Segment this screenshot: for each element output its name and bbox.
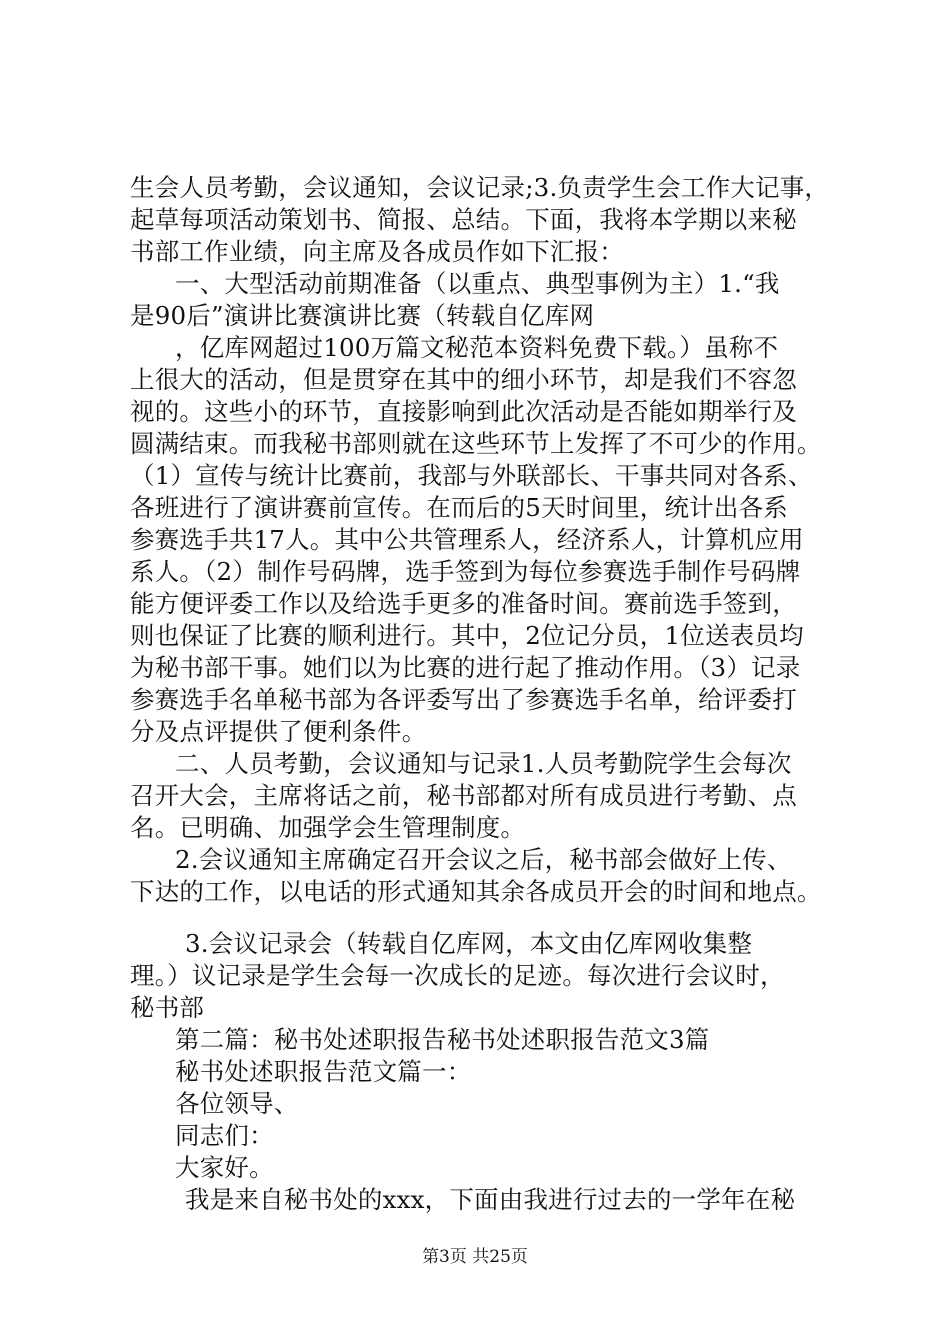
text-line: 上很大的活动，但是贯穿在其中的细小环节，却是我们不容忽 bbox=[130, 365, 797, 394]
text-line: 秘书处述职报告范文篇一： bbox=[175, 1057, 472, 1086]
text-line: 起草每项活动策划书、简报、总结。下面，我将本学期以来秘 bbox=[130, 205, 797, 234]
text-line: 2.会议通知主席确定召开会议之后，秘书部会做好上传、 bbox=[175, 845, 792, 874]
text-line: 书部工作业绩，向主席及各成员作如下汇报： bbox=[130, 237, 624, 266]
text-line: 一、大型活动前期准备（以重点、典型事例为主）1.“我 bbox=[175, 269, 780, 298]
text-line: 为秘书部干事。她们以为比赛的进行起了推动作用。（3）记录 bbox=[130, 653, 801, 682]
text-line: 二、人员考勤，会议通知与记录1.人员考勤院学生会每次 bbox=[175, 749, 792, 778]
section-heading: 第二篇：秘书处述职报告秘书处述职报告范文3篇 bbox=[175, 1025, 710, 1054]
text-line: ，亿库网超过100万篇文秘范本资料免费下载。）虽称不 bbox=[175, 333, 779, 362]
text-line: 视的。这些小的环节，直接影响到此次活动是否能如期举行及 bbox=[130, 397, 797, 426]
text-line: 参赛选手名单秘书部为各评委写出了参赛选手名单，给评委打 bbox=[130, 685, 797, 714]
text-line: 大家好。 bbox=[175, 1153, 274, 1182]
text-line: 名。已明确、加强学会生管理制度。 bbox=[130, 813, 526, 842]
page-number: 第3页 共25页 bbox=[422, 1247, 528, 1267]
text-line: 能方便评委工作以及给选手更多的准备时间。赛前选手签到， bbox=[130, 589, 797, 618]
text-line: 生会人员考勤，会议通知，会议记录;3.负责学生会工作大记事， bbox=[130, 173, 830, 202]
text-line: 各班进行了演讲赛前宣传。在而后的5天时间里，统计出各系 bbox=[130, 493, 788, 522]
text-line: 我是来自秘书处的xxx，下面由我进行过去的一学年在秘 bbox=[185, 1185, 796, 1214]
text-line: 同志们： bbox=[175, 1121, 274, 1150]
text-line: 下达的工作，以电话的形式通知其余各成员开会的时间和地点。 bbox=[130, 877, 822, 906]
text-line: 圆满结束。而我秘书部则就在这些环节上发挥了不可少的作用。 bbox=[130, 429, 822, 458]
text-line: 秘书部 bbox=[130, 993, 205, 1022]
text-line: 理。）议记录是学生会每一次成长的足迹。每次进行会议时， bbox=[130, 961, 785, 990]
text-line: 3.会议记录会（转载自亿库网，本文由亿库网收集整 bbox=[185, 929, 753, 958]
text-line: 系人。（2）制作号码牌，选手签到为每位参赛选手制作号码牌 bbox=[130, 557, 801, 586]
text-line: （1）宣传与统计比赛前，我部与外联部长、干事共同对各系、 bbox=[130, 461, 813, 490]
text-line: 则也保证了比赛的顺利进行。其中，2位记分员，1位送表员均 bbox=[130, 621, 804, 650]
text-line: 分及点评提供了便利条件。 bbox=[130, 717, 427, 746]
text-line: 参赛选手共17人。其中公共管理系人，经济系人，计算机应用 bbox=[130, 525, 804, 554]
text-line: 召开大会，主席将话之前，秘书部都对所有成员进行考勤、点 bbox=[130, 781, 797, 810]
text-line: 各位领导、 bbox=[175, 1089, 299, 1118]
text-line: 是90后”演讲比赛演讲比赛（转载自亿库网 bbox=[130, 301, 595, 330]
